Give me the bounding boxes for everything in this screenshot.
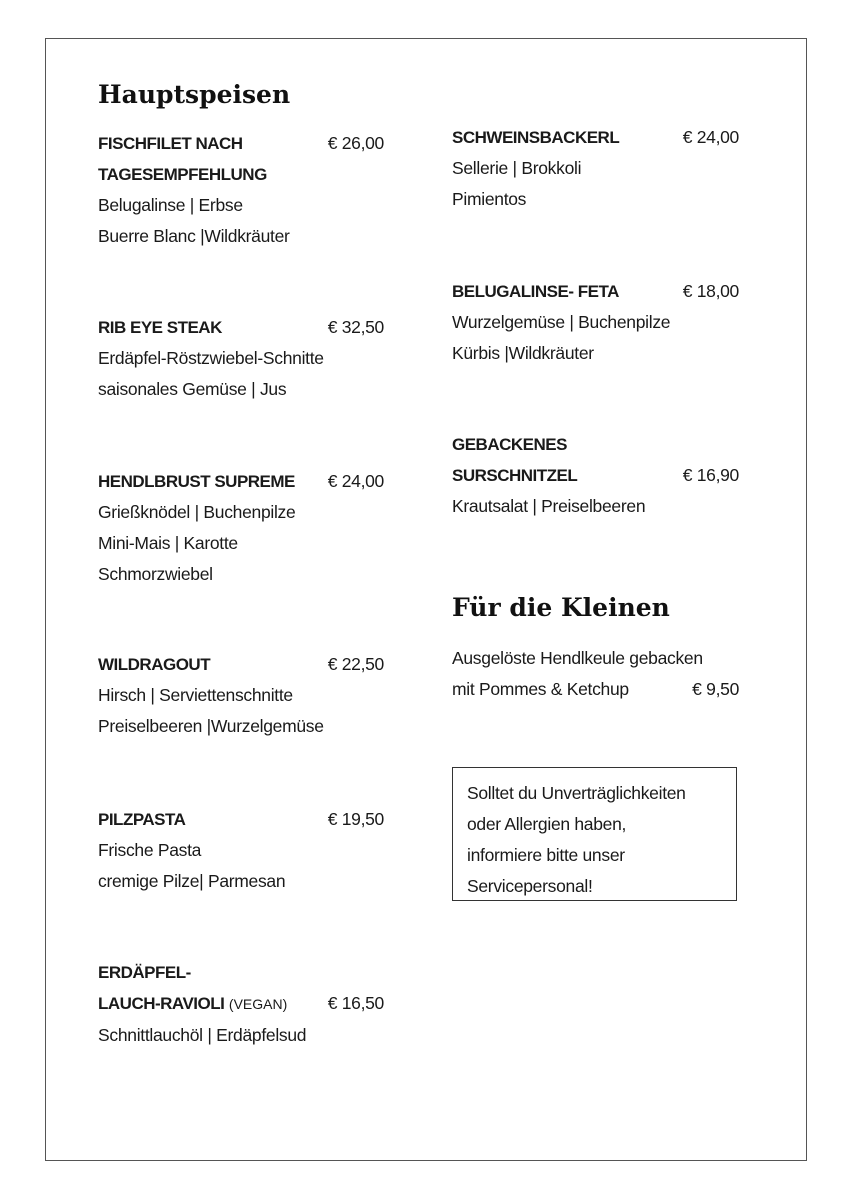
dish-name-cont: SURSCHNITZEL [452, 466, 578, 485]
dish-description: Erdäpfel-Röstzwiebel-Schnitte [98, 348, 324, 368]
section-title-main: Hauptspeisen [98, 80, 291, 109]
dish-name: GEBACKENES [452, 435, 567, 454]
dish-price: € 16,90 [682, 465, 739, 485]
dish-description: Kürbis |Wildkräuter [452, 343, 594, 363]
allergy-notice-box [452, 767, 737, 901]
dish-price: € 19,50 [327, 809, 384, 829]
dish-name: RIB EYE STEAK [98, 318, 222, 337]
dish-name: FISCHFILET NACH [98, 134, 243, 153]
dish-schweinsbackerl [452, 122, 739, 215]
dish-price: € 24,00 [682, 127, 739, 147]
vegan-tag: (VEGAN) [228, 996, 288, 1012]
dish-hendlbrust [98, 466, 384, 590]
dish-fischfilet [98, 128, 384, 252]
dish-rib-eye-steak [98, 312, 384, 405]
dish-price: € 16,50 [327, 993, 384, 1013]
dish-ravioli [98, 957, 384, 1051]
notice-line: oder Allergien haben, [467, 814, 627, 834]
dish-description: Buerre Blanc |Wildkräuter [98, 226, 290, 246]
dish-description: Belugalinse | Erbse [98, 195, 243, 215]
notice-line: informiere bitte unser [467, 845, 625, 865]
dish-surschnitzel [452, 429, 739, 522]
kids-dish-price: € 9,50 [692, 679, 739, 699]
dish-name: SCHWEINSBACKERL [452, 128, 620, 147]
notice-line: Servicepersonal! [467, 876, 593, 896]
dish-description: Schmorzwiebel [98, 564, 213, 584]
section-title-kids: Für die Kleinen [452, 593, 670, 622]
dish-description: Mini-Mais | Karotte [98, 533, 238, 553]
dish-description: Pimientos [452, 189, 527, 209]
dish-name: PILZPASTA [98, 810, 186, 829]
dish-price: € 18,00 [682, 281, 739, 301]
dish-name: HENDLBRUST SUPREME [98, 472, 295, 491]
dish-description: saisonales Gemüse | Jus [98, 379, 287, 399]
dish-name: ERDÄPFEL- [98, 963, 191, 982]
dish-description: Preiselbeeren |Wurzelgemüse [98, 716, 324, 736]
dish-price: € 26,00 [327, 133, 384, 153]
dish-price: € 24,00 [327, 471, 384, 491]
dish-description: Wurzelgemüse | Buchenpilze [452, 312, 671, 332]
dish-description: Schnittlauchöl | Erdäpfelsud [98, 1025, 307, 1045]
dish-description: Krautsalat | Preiselbeeren [452, 496, 646, 516]
kids-dish [452, 643, 739, 705]
dish-name-cont: TAGESEMPFEHLUNG [98, 165, 267, 184]
notice-line: Solltet du Unverträglichkeiten [467, 783, 686, 803]
dish-description: Hirsch | Serviettenschnitte [98, 685, 293, 705]
dish-wildragout [98, 649, 384, 742]
kids-dish-description: Ausgelöste Hendlkeule gebacken [452, 648, 703, 668]
dish-name: WILDRAGOUT [98, 655, 211, 674]
dish-pilzpasta [98, 804, 384, 897]
dish-name-cont: LAUCH-RAVIOLI [98, 994, 225, 1013]
kids-dish-description-cont: mit Pommes & Ketchup [452, 679, 629, 699]
dish-belugalinse-feta [452, 276, 739, 369]
dish-name: BELUGALINSE- FETA [452, 282, 619, 301]
dish-description: Sellerie | Brokkoli [452, 158, 582, 178]
dish-description: cremige Pilze| Parmesan [98, 871, 286, 891]
dish-description: Frische Pasta [98, 840, 202, 860]
dish-price: € 22,50 [327, 654, 384, 674]
dish-price: € 32,50 [327, 317, 384, 337]
dish-description: Grießknödel | Buchenpilze [98, 502, 296, 522]
